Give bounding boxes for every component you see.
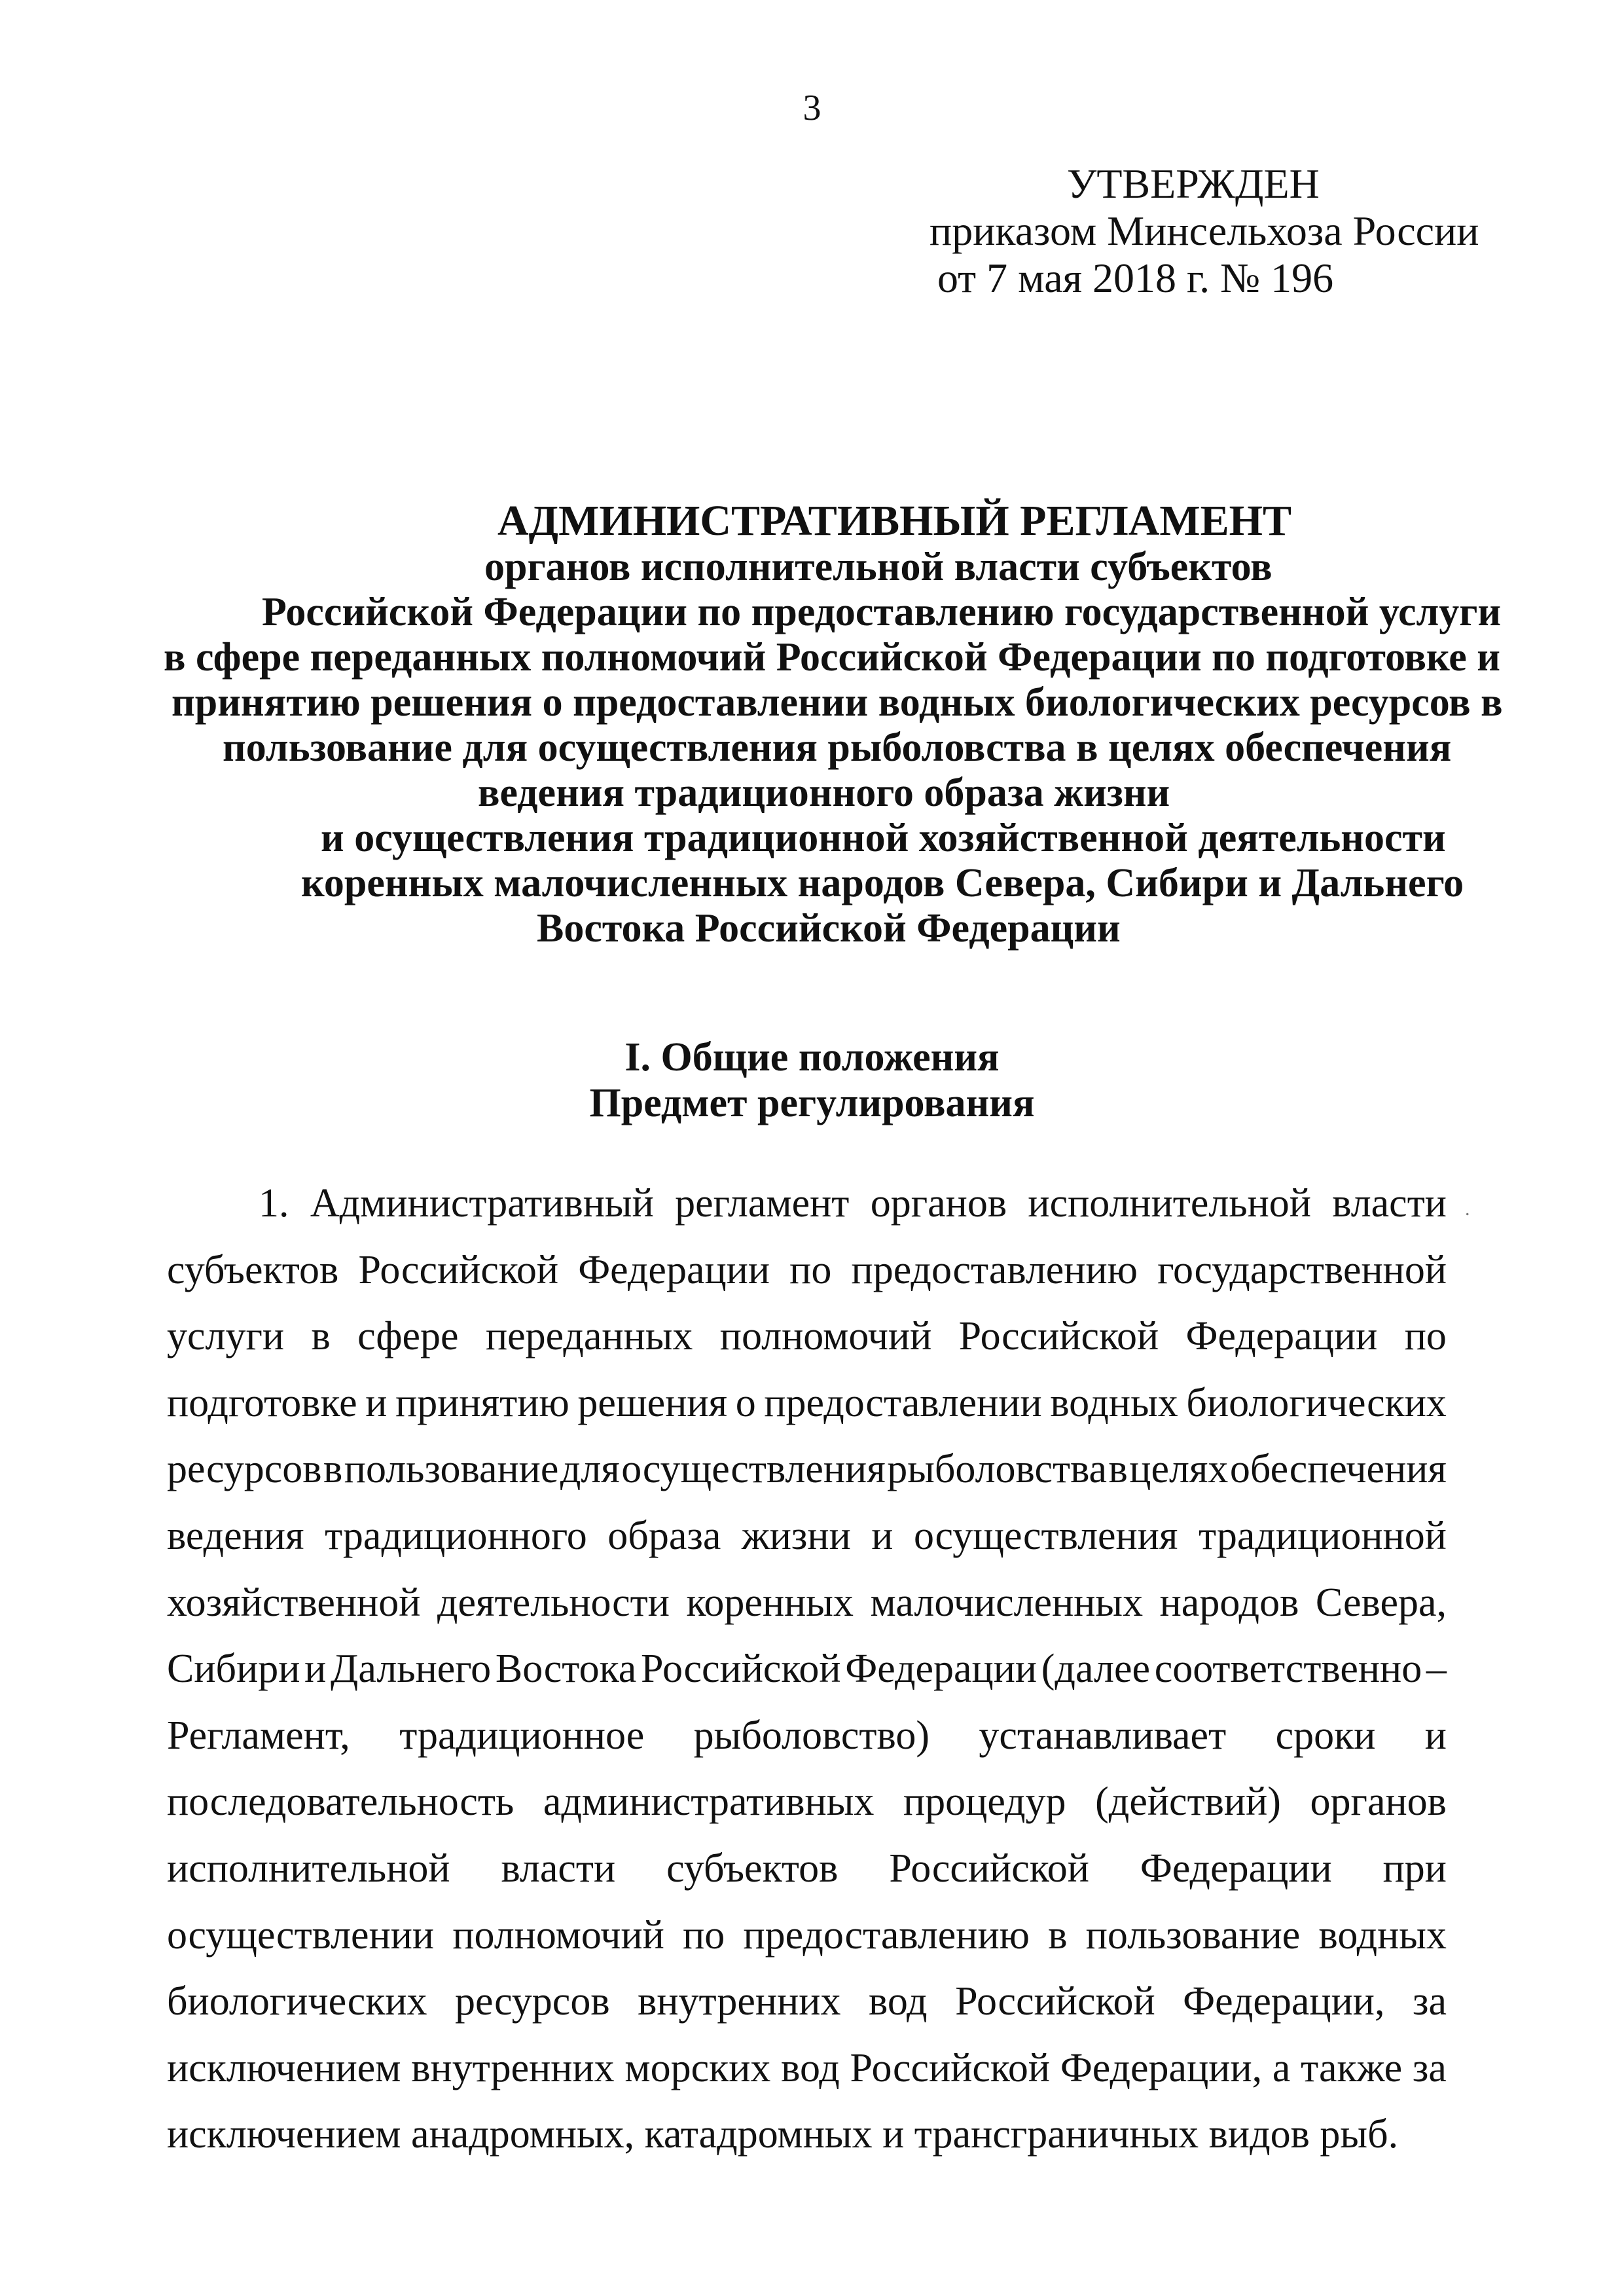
word: полномочий [452,1912,664,1958]
word: решения [577,1380,728,1425]
approval-stamp [929,160,1519,302]
word: Федерации, [1060,2045,1263,2090]
word: традиционное [399,1713,645,1758]
word: Административный [310,1181,654,1226]
word: осуществлении [167,1912,435,1958]
word: биологических [1186,1380,1447,1425]
document-title-line: в сфере переданных полномочий Российской Федерации по подготовке и [164,635,1500,680]
word: морских [624,2045,771,2090]
word: биологических [167,1979,427,2024]
section-subtitle: Предмет регулирования [589,1081,1035,1125]
word: органов [870,1181,1007,1226]
word: деятельности [437,1580,670,1625]
word: а [1272,2045,1291,2090]
word: полномочий [719,1314,932,1359]
word: Российской [958,1314,1159,1359]
section-title: I. Общие положения [624,1035,1000,1080]
paragraph-line [167,1303,1447,1370]
word: Российской [889,1846,1089,1891]
word: при [1382,1846,1447,1891]
word: устанавливает [979,1713,1227,1758]
word: традиционной [1198,1513,1447,1558]
word: государственной [1157,1247,1447,1292]
word: Федерации [1185,1314,1378,1359]
word: переданных [485,1314,693,1359]
word: водных [1050,1380,1178,1425]
word: водных [1318,1912,1447,1958]
paragraph-line [167,1171,1447,1237]
word: и [365,1380,388,1425]
document-title [144,497,1503,951]
document-title-line: Российской Федерации по предоставлению государственной услуги [262,590,1502,634]
word: и [304,1647,327,1692]
word: целях [1129,1447,1229,1492]
word: (действий) [1095,1779,1281,1825]
word: обеспечения [1229,1447,1447,1492]
word: ведения [167,1513,304,1558]
word: сфере [357,1314,459,1359]
word: о [735,1380,756,1425]
paragraph-1 [167,1171,1447,2168]
word: субъектов [167,1247,339,1292]
section-heading [0,1034,1624,1126]
paragraph-line [167,1969,1447,2035]
word: в [311,1314,331,1359]
word: власти [501,1846,616,1891]
word: рыболовства [887,1447,1108,1492]
scan-artifact-dot: . [1465,1198,1470,1220]
paragraph-line [167,1436,1447,1503]
paragraph-line [167,1903,1447,1969]
word: – [1426,1647,1447,1692]
word: Федерации [845,1647,1038,1692]
word: за [1412,1979,1447,2024]
word: исключением [167,2045,401,2090]
word: внутренних [411,2045,615,2090]
word: образа [607,1513,721,1558]
word: соответственно [1154,1647,1422,1692]
word: ресурсов [455,1979,610,2024]
word: в [1048,1912,1068,1958]
document-title-line: коренных малочисленных народов Севера, Сибири и Дальнего [301,861,1464,905]
document-title-line: пользование для осуществления рыболовства в целях обеспечения [223,725,1452,770]
document-title-line: и осуществления традиционной хозяйственной деятельности [321,816,1446,860]
word: Федерации, [1183,1979,1385,2024]
paragraph-line: исключением анадромных, катадромных и трансграничных видов рыб. [167,2112,1399,2157]
paragraph-line [167,2035,1447,2102]
word: субъектов [666,1846,839,1891]
paragraph-line [167,1570,1447,1637]
paragraph-line [167,1836,1447,1903]
word: последовательность [167,1779,514,1825]
word: Дальнего [331,1647,492,1692]
word: осуществления [913,1513,1178,1558]
document-title-line: принятию решения о предоставлении водных биологических ресурсов в [171,680,1503,725]
word: подготовке [167,1380,357,1425]
word: коренных [686,1580,854,1625]
word: народов [1159,1580,1299,1625]
paragraph-line [167,1636,1447,1703]
document-title-line: ведения традиционного образа жизни [478,771,1170,815]
word: предоставлении [764,1380,1042,1425]
word: по [789,1247,832,1292]
word: процедур [903,1779,1066,1825]
word: Российской [850,2045,1051,2090]
word: также [1301,2045,1403,2090]
word: Регламент, [167,1713,350,1758]
word: за [1412,2045,1447,2090]
word: хозяйственной [167,1580,421,1625]
paragraph-line [167,1237,1447,1304]
word: в [1108,1447,1128,1492]
word: предоставлению [743,1912,1030,1958]
word: малочисленных [870,1580,1144,1625]
word: Севера, [1315,1580,1447,1625]
word: рыболовство) [693,1713,930,1758]
word: вод [868,1979,928,2024]
word: пользование [344,1447,559,1492]
word: пользование [1085,1912,1301,1958]
paragraph-line [167,1503,1447,1570]
paragraph-line [167,1370,1447,1437]
word: Российской [955,1979,1155,2024]
document-title-line: органов исполнительной власти субъектов [484,545,1272,589]
word: по [683,1912,725,1958]
word: в [323,1447,343,1492]
word: Федерации [578,1247,770,1292]
word: традиционного [325,1513,587,1558]
word: ресурсов [167,1447,322,1492]
word: органов [1310,1779,1447,1825]
word: внутренних [638,1979,841,2024]
word: Федерации [1140,1846,1332,1891]
approval-title: УТВЕРЖДЕН [1067,160,1320,207]
word: 1. [259,1181,289,1226]
word: Российской [358,1247,559,1292]
document-title-main: АДМИНИСТРАТИВНЫЙ РЕГЛАМЕНТ [497,497,1292,545]
word: услуги [167,1314,285,1359]
word: и [871,1513,893,1558]
word: жизни [741,1513,851,1558]
word: исполнительной [167,1846,450,1891]
word: принятию [395,1380,569,1425]
word: Российской [641,1647,841,1692]
page-number: 3 [803,88,821,128]
word: административных [543,1779,875,1825]
word: власти [1332,1181,1447,1226]
word: осуществления [621,1447,886,1492]
word: Востока [495,1647,637,1692]
word: вод [781,2045,840,2090]
word: предоставлению [851,1247,1138,1292]
word: для [560,1447,620,1492]
word: (далее [1041,1647,1151,1692]
approval-date: от 7 мая 2018 г. № 196 [937,255,1334,301]
word: регламент [675,1181,850,1226]
word: исполнительной [1028,1181,1311,1226]
paragraph-line [167,1769,1447,1836]
approval-order: приказом Минсельхоза России [929,208,1479,254]
paragraph-line [167,1703,1447,1770]
document-title-line: Востока Российской Федерации [537,906,1121,951]
word: сроки [1275,1713,1376,1758]
word: по [1404,1314,1447,1359]
word: и [1424,1713,1447,1758]
word: Сибири [167,1647,300,1692]
